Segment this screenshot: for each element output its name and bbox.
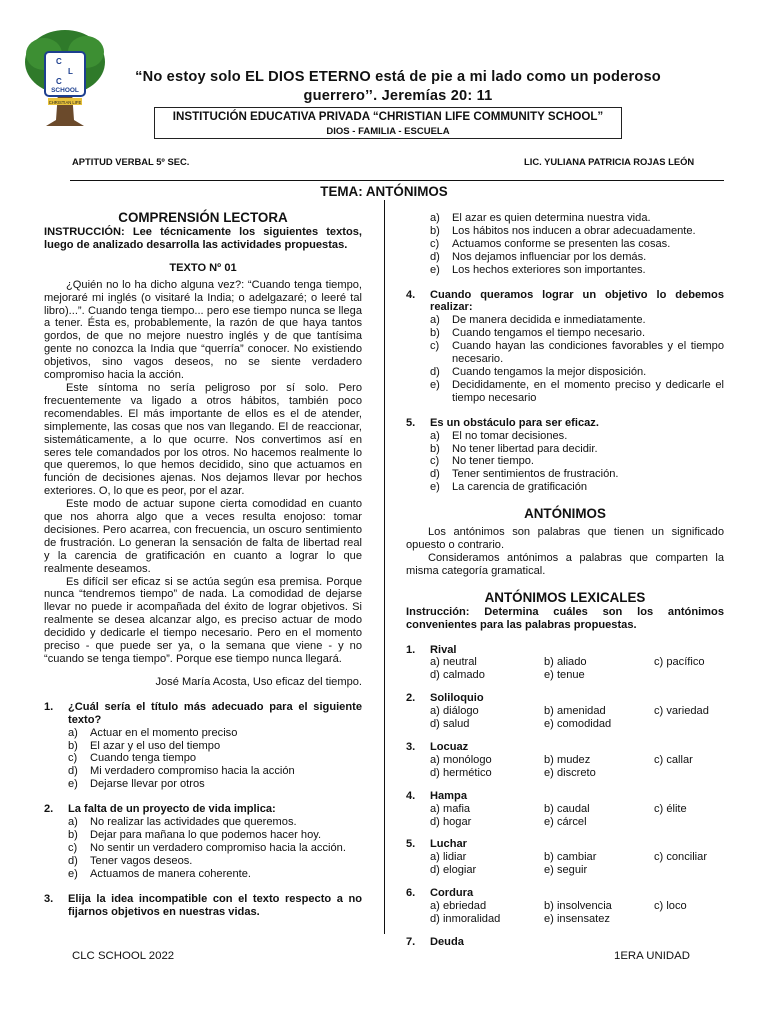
option-letter: d) <box>430 365 440 378</box>
lexical-item <box>406 644 724 683</box>
option[interactable] <box>406 251 724 264</box>
lexical-option[interactable]: d) salud <box>430 718 470 731</box>
lexical-number: 4. <box>406 789 416 802</box>
lexical-option[interactable]: b) mudez <box>544 753 591 766</box>
option[interactable] <box>44 740 362 753</box>
option[interactable] <box>44 778 362 791</box>
lexical-option[interactable]: b) amenidad <box>544 705 606 718</box>
question-2 <box>44 803 362 880</box>
option-text: La carencia de gratificación <box>452 481 588 494</box>
option-text: El azar es quien determina nuestra vida. <box>452 212 651 224</box>
option[interactable] <box>406 430 724 443</box>
lexical-word: Soliloquio <box>430 692 484 705</box>
option[interactable] <box>44 868 362 881</box>
antonyms-paragraph-1: Los antónimos son palabras que tienen un significado opuesto o contrario. <box>406 526 724 552</box>
option-text: Cuando hayan las condiciones favorables y el tiempo necesario. <box>452 340 724 366</box>
option-letter: a) <box>430 314 440 327</box>
lexical-option[interactable]: e) cárcel <box>544 815 587 828</box>
lexical-option[interactable]: c) variedad <box>654 705 709 718</box>
lexical-word: Luchar <box>430 838 467 851</box>
option-text: Decididamente, en el momento preciso y dedicarle el tiempo necesario <box>452 378 724 404</box>
text-title: TEXTO Nº 01 <box>169 261 237 274</box>
option-letter: b) <box>430 442 440 455</box>
lexical-option[interactable]: a) diálogo <box>430 705 479 718</box>
option-letter: b) <box>430 224 440 237</box>
option-text: Actuar en el momento preciso <box>90 726 238 739</box>
lexical-option[interactable]: e) insensatez <box>544 912 610 925</box>
lexical-number: 1. <box>406 643 416 656</box>
option-letter: a) <box>68 726 78 739</box>
lexical-option[interactable]: d) calmado <box>430 669 485 682</box>
lexical-option[interactable]: a) ebriedad <box>430 900 487 913</box>
lexical-option[interactable]: c) loco <box>654 900 687 913</box>
reading-paragraph-4: Es difícil ser eficaz si se actúa según esa premisa. Porque nunca “tendremos tiempo” de nada. La comodidad de dejarse llevar no puede ir acompañada del éxito de lograr objetivos. Si realmente se desea alcanzar algo, es preciso actuar de modo decidido y dedicarle el tiempo necesario. Pero en el momento preciso - que puede ser ya, o la semana que viene - y no “cuando se tenga tiempo”. Porque ese tiempo nunca llegará. <box>44 575 362 665</box>
logo-banner: CHRISTIAN LIFE <box>48 100 82 105</box>
lexical-option[interactable]: a) monólogo <box>430 753 492 766</box>
option[interactable] <box>406 264 724 277</box>
reading-instruction: INSTRUCCIÓN: Lee técnicamente los siguientes textos, luego de analizado desarrolla las actividades propuestas. <box>44 226 362 251</box>
option-text: No tener tiempo. <box>452 455 535 468</box>
lexical-option[interactable]: a) lidiar <box>430 851 467 864</box>
option-letter: c) <box>430 340 440 353</box>
lexical-option[interactable]: e) comodidad <box>544 718 612 731</box>
lexical-option[interactable]: c) élite <box>654 802 687 815</box>
question-number: 5. <box>406 416 416 429</box>
lexical-word: Hampa <box>430 789 467 802</box>
teacher-label: LIC. YULIANA PATRICIA ROJAS LEÓN <box>524 156 695 167</box>
lexical-option[interactable]: c) callar <box>654 753 693 766</box>
option-letter: b) <box>68 828 78 841</box>
option-text: El no tomar decisiones. <box>452 429 568 442</box>
option-letter: a) <box>430 429 440 442</box>
option[interactable] <box>406 481 724 494</box>
antonyms-title: ANTÓNIMOS <box>524 506 606 522</box>
lexical-number: 3. <box>406 741 416 753</box>
lexical-option[interactable]: e) tenue <box>544 669 585 682</box>
option[interactable] <box>44 842 362 855</box>
option-letter: e) <box>430 263 440 276</box>
option[interactable] <box>44 752 362 765</box>
question-text: Cuando queramos lograr un objetivo lo debemos realizar: <box>430 288 724 314</box>
logo-letter-c2: C <box>56 77 62 86</box>
option[interactable] <box>406 225 724 238</box>
topic-title: TEMA: ANTÓNIMOS <box>320 184 448 199</box>
option-text: No sentir un verdadero compromiso hacia la acción. <box>90 841 346 854</box>
reading-title: COMPRENSIÓN LECTORA <box>118 210 288 225</box>
option[interactable] <box>44 727 362 740</box>
lexical-option[interactable]: c) conciliar <box>654 851 708 864</box>
lexical-word: Locuaz <box>430 741 469 753</box>
lexical-item <box>406 692 724 731</box>
option-text: Actuamos conforme se presenten las cosas. <box>452 237 671 250</box>
lexical-word: Deuda <box>430 935 464 948</box>
lexical-item <box>406 741 724 780</box>
option-text: El azar y el uso del tiempo <box>90 739 221 752</box>
reading-paragraph-1: ¿Quién no lo ha dicho alguna vez?: “Cuando tenga tiempo, mejoraré mi inglés (o visitaré la India; o adelgazaré; o leeré tal libro)...”. Cuando tenga tiempo... pero ese tiempo nunca se llega a tener. Ésta es, probablemente, la razón de que haya tantos gordos, de que no mejore nuestro inglés y de que tantísima gente no conozca la India que “querría” conocer. No existiendo objetivos, sino vagos deseos, no se siente verdadero compromiso hacia la acción. <box>44 278 362 382</box>
right-column <box>406 212 724 949</box>
logo-letter-c1: C <box>56 57 62 66</box>
lexical-title: ANTÓNIMOS LEXICALES <box>484 589 646 605</box>
logo-letter-l: L <box>68 67 73 76</box>
question-text: Elija la idea incompatible con el texto respecto a no fijarnos objetivos en nuestras vidas. <box>68 892 362 918</box>
option-text: De manera decidida e inmediatamente. <box>452 314 646 327</box>
option[interactable] <box>406 455 724 468</box>
lexical-option[interactable]: c) pacífico <box>654 656 705 669</box>
option[interactable] <box>406 468 724 481</box>
option-text: Los hábitos nos inducen a obrar adecuadamente. <box>452 224 696 237</box>
question-number: 4. <box>406 288 416 301</box>
option-letter: d) <box>68 765 78 778</box>
option-letter: d) <box>68 854 78 867</box>
option[interactable] <box>44 855 362 868</box>
option[interactable] <box>406 238 724 251</box>
option-text: Dejar para mañana lo que podemos hacer hoy. <box>90 828 322 841</box>
option[interactable] <box>406 443 724 456</box>
lexical-option[interactable]: e) discreto <box>544 766 596 779</box>
option[interactable] <box>406 212 724 225</box>
school-logo <box>22 22 108 132</box>
lexical-option[interactable]: e) seguir <box>544 864 588 877</box>
lexical-item <box>406 887 724 926</box>
option-letter: e) <box>68 778 78 791</box>
lexical-instruction: Instrucción: Determina cuáles son los antónimos convenientes para las palabras propuestas. <box>406 605 724 631</box>
option[interactable] <box>406 366 724 379</box>
option-letter: d) <box>430 250 440 263</box>
option-text: Cuando tengamos la mejor disposición. <box>452 365 647 378</box>
question-number: 1. <box>44 700 54 713</box>
option-letter: c) <box>68 752 78 765</box>
lexical-option[interactable]: a) neutral <box>430 656 477 669</box>
lexical-number: 2. <box>406 692 416 705</box>
question-3 <box>44 893 362 919</box>
option-text: No realizar las actividades que queremos. <box>90 816 297 829</box>
reading-paragraph-3: Este modo de actuar supone cierta comodidad en cuanto que nos ahorra algo que a veces resulta enojoso: tomar decisiones. Pero acarrea, con frecuencia, un oscuro sentimiento de frustración. Lo generan la sensación de falta de libertad real y la carencia de gratificación en cuanto a lograr lo que realmente deseamos. <box>44 498 362 575</box>
question-text: Es un obstáculo para ser eficaz. <box>430 416 599 429</box>
lexical-item <box>406 838 724 877</box>
lexical-option[interactable]: b) insolvencia <box>544 900 612 913</box>
option-letter: a) <box>430 212 440 224</box>
lexical-option[interactable]: b) aliado <box>544 656 587 669</box>
lexical-word: Cordura <box>430 887 474 900</box>
question-text: La falta de un proyecto de vida implica: <box>68 803 276 816</box>
option-letter: c) <box>430 455 440 468</box>
option-text: Cuando tenga tiempo <box>90 752 197 765</box>
institution-motto: DIOS - FAMILIA - ESCUELA <box>326 126 450 137</box>
question-4 <box>406 289 724 405</box>
option-text: Mi verdadero compromiso hacia la acción <box>90 765 295 778</box>
lexical-option[interactable]: d) elogiar <box>430 864 477 877</box>
option-letter: e) <box>430 481 440 494</box>
option-text: Dejarse llevar por otros <box>90 778 205 791</box>
option-letter: e) <box>68 867 78 880</box>
lexical-option[interactable]: a) mafia <box>430 802 471 815</box>
lexical-list <box>406 644 724 949</box>
question-text: ¿Cuál sería el título más adecuado para el siguiente texto? <box>68 700 362 726</box>
header-divider <box>70 180 724 181</box>
option-text: Tener sentimientos de frustración. <box>452 468 619 481</box>
course-label: APTITUD VERBAL 5º SEC. <box>72 156 190 167</box>
institution-box <box>154 107 622 139</box>
option-letter: b) <box>430 327 440 340</box>
logo-school-word: SCHOOL <box>51 87 79 94</box>
question-3-options <box>406 212 724 277</box>
option-text: No tener libertad para decidir. <box>452 442 598 455</box>
option-text: Nos dejamos influenciar por los demás. <box>452 250 647 263</box>
lexical-option[interactable]: d) hogar <box>430 815 472 828</box>
option-text: Actuamos de manera coherente. <box>90 867 251 880</box>
option[interactable] <box>406 379 724 405</box>
option-text: Los hechos exteriores son importantes. <box>452 263 646 276</box>
option[interactable] <box>406 340 724 366</box>
question-5 <box>406 417 724 494</box>
option-letter: a) <box>68 816 78 829</box>
column-divider <box>384 200 385 934</box>
lexical-item <box>406 936 724 949</box>
institution-name: INSTITUCIÓN EDUCATIVA PRIVADA “CHRISTIAN LIFE COMMUNITY SCHOOL” <box>172 110 604 123</box>
reading-author: José María Acosta, Uso eficaz del tiempo. <box>155 675 362 688</box>
option-letter: c) <box>68 841 78 854</box>
lexical-word: Rival <box>430 643 457 656</box>
option-letter: d) <box>430 468 440 481</box>
reading-paragraph-2: Este síntoma no sería peligroso por sí solo. Pero frecuentemente va ligado a otros hábitos, también poco recomendables. El más importante de ellos es el de atender, simplemente, las cosas que nos van llegando. El de reaccionar, sistemáticamente, a lo que ocurre. Nos convertimos así en seres tele comandados por los otros. No hacemos realmente lo que queremos, lo que hemos decidido, sino que actuamos en función de decisiones ajenas. Nos dejamos llevar por hechos exteriores. O, lo que es peor, por el azar. <box>44 381 362 498</box>
option[interactable] <box>406 327 724 340</box>
lexical-option[interactable]: d) hermético <box>430 766 492 779</box>
option-text: Tener vagos deseos. <box>90 854 193 867</box>
option[interactable] <box>44 765 362 778</box>
antonyms-paragraph-2: Consideramos antónimos a palabras que comparten la misma categoría gramatical. <box>406 551 724 577</box>
question-1 <box>44 701 362 791</box>
lexical-option[interactable]: d) inmoralidad <box>430 912 501 925</box>
option[interactable] <box>44 829 362 842</box>
lexical-number: 5. <box>406 838 416 851</box>
option-letter: b) <box>68 739 78 752</box>
option-letter: c) <box>430 237 440 250</box>
question-number: 2. <box>44 803 54 816</box>
footer-unit: 1ERA UNIDAD <box>614 950 690 962</box>
lexical-option[interactable]: b) cambiar <box>544 851 597 864</box>
bible-quote: “No estoy solo EL DIOS ETERNO está de pie a mi lado como un poderoso guerrero’’. Jeremías 20: 11 <box>135 69 661 104</box>
left-column <box>44 210 362 918</box>
lexical-number: 7. <box>406 935 416 948</box>
option[interactable] <box>406 314 724 327</box>
option[interactable] <box>44 816 362 829</box>
option-letter: e) <box>430 378 440 391</box>
question-number: 3. <box>44 892 54 905</box>
footer-school: CLC SCHOOL 2022 <box>72 950 175 962</box>
option-text: Cuando tengamos el tiempo necesario. <box>452 327 646 340</box>
lexical-number: 6. <box>406 887 416 900</box>
lexical-item <box>406 790 724 829</box>
lexical-option[interactable]: b) caudal <box>544 802 590 815</box>
